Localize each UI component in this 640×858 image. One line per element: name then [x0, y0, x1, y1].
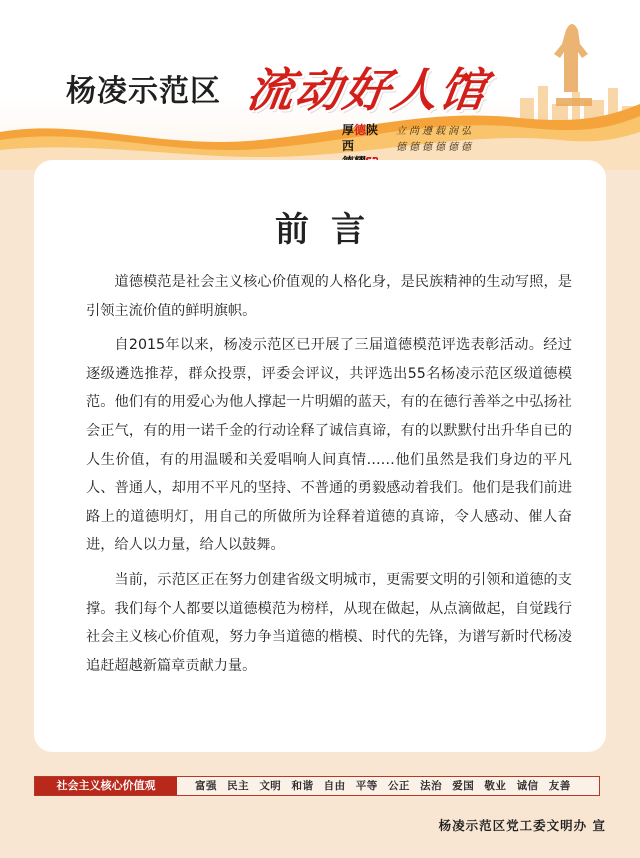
- title-mobile-good-people-hall: 流动好人馆: [243, 63, 492, 117]
- core-values-label: 社会主义核心价值观: [35, 777, 177, 795]
- slogan-red-char: 德: [354, 123, 367, 137]
- page-title: 前言: [275, 210, 387, 250]
- core-values-list: [195, 777, 577, 795]
- value-item: 文明: [259, 780, 282, 792]
- title-yangling: 杨凌示范区: [66, 74, 221, 109]
- virtues-line-2: 德德德德德德: [396, 142, 474, 153]
- value-item: 富强: [195, 780, 217, 792]
- value-item: 自由: [323, 780, 346, 792]
- value-item: 法治: [420, 780, 443, 792]
- virtues-text: [396, 124, 474, 156]
- preface-card: [34, 160, 606, 752]
- value-item: 爱国: [452, 780, 475, 792]
- slogan-line-1: [342, 122, 388, 154]
- value-item: 和谐: [291, 780, 314, 792]
- value-item: 诚信: [516, 780, 539, 792]
- paragraph-1: 道德模范是社会主义核心价值观的人格化身，是民族精神的生动写照，是引领主流价值的鲜明旗帜。: [86, 274, 572, 319]
- paragraph-2: 自2015年以来，杨凌示范区已开展了三届道德模范评选表彰活动。经过逐级遴选推荐，群众投票，评委会评议，共评选出55名杨凌示范区级道德模范。他们有的用爱心为他人撑起一片明媚的蓝天，有的在德行善举之中弘扬社会正气，有的用一诺千金的行动诠释了诚信真谛，有的以默默付出升华自已的人生价值，有的用温暖和关爱唱响人间真情……他们虽然是我们身边的平凡人、普通人，却用不平凡的坚持、不普通的勇毅感动着我们。他们是我们前进路上的道德明灯，用自己的所做所为诠释着道德的真谛，令人感动、催人奋进，给人以力量，给人以鼓舞。: [86, 337, 572, 554]
- core-values-bar: [34, 776, 600, 796]
- value-item: 敬业: [484, 780, 507, 792]
- slogan-char: 陕西: [342, 123, 379, 153]
- value-item: 平等: [355, 780, 378, 792]
- footer-signature: 杨凌示范区党工委文明办 宣: [438, 818, 606, 833]
- value-item: 民主: [227, 780, 250, 792]
- paragraph-3: 当前，示范区正在努力创建省级文明城市，更需要文明的引领和道德的支撑。我们每个人都要以道德模范为榜样，从现在做起，从点滴做起，自觉践行社会主义核心价值观，努力争当道德的楷模、时代的先锋，为谱写新时代杨凌追赶超越新篇章贡献力量。: [86, 571, 572, 674]
- virtues-line-1: 立尚遵载润弘: [396, 126, 474, 137]
- preface-body: [86, 268, 572, 686]
- value-item: 友善: [548, 780, 571, 792]
- header-banner: [0, 0, 640, 170]
- slogan-char: 厚: [342, 123, 355, 137]
- value-item: 公正: [387, 780, 410, 792]
